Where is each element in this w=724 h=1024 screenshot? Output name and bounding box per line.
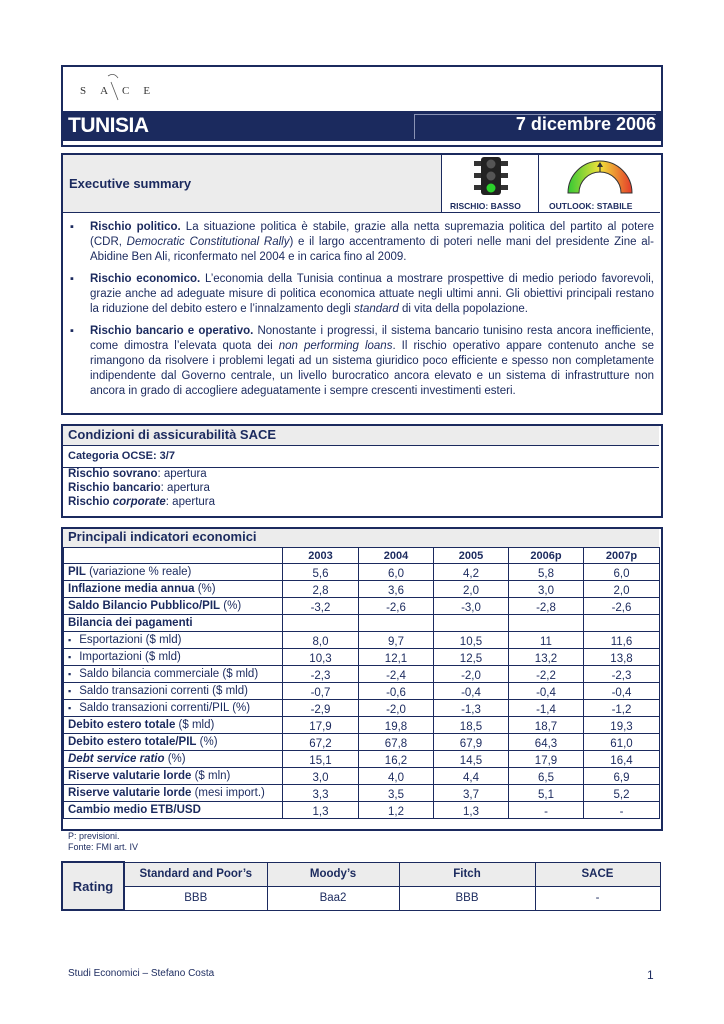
executive-summary-bullets [68,220,654,406]
banking-risk-line [68,482,210,494]
bullet-text-italic: Democratic Constitutional Rally [126,236,290,248]
value-cell: 5,8 [509,564,584,581]
value-cell: 4,2 [434,564,509,581]
value-cell: 12,1 [359,649,434,666]
value-cell: 4,0 [359,768,434,785]
value-cell: 2,0 [584,581,660,598]
value-cell: 9,7 [359,632,434,649]
value-cell: 1,3 [283,802,359,819]
value-cell: 14,5 [434,751,509,768]
table-row [64,768,660,785]
value-cell: 10,3 [283,649,359,666]
value-cell: -2,8 [509,598,584,615]
table-row [64,564,660,581]
year-header: 2005 [434,548,509,564]
value-cell: 18,5 [434,717,509,734]
value-cell: 18,7 [509,717,584,734]
value-cell: 4,4 [434,768,509,785]
country-title: TUNISIA [68,114,149,137]
bullet-text: Nonostante i progressi, il sistema bancario tunisino resta ancora inefficiente, come dimostra l’elevata quota dei [90,325,654,352]
value-cell [434,615,509,632]
rating-label: Rating [62,862,124,910]
row-label [64,802,283,819]
value-cell: 67,9 [434,734,509,751]
value-cell: 64,3 [509,734,584,751]
bullet-square-icon: ▪ [68,652,72,662]
row-label-text: Esportazioni ($ mld) [79,634,182,646]
value-cell: 1,2 [359,802,434,819]
risk-cell [441,155,539,213]
value-cell: 13,8 [584,649,660,666]
bullet-lead: Rischio bancario e operativo. [90,325,254,337]
value-cell: 61,0 [584,734,660,751]
banking-risk-value: : apertura [160,482,210,494]
report-date: 7 dicembre 2006 [515,114,656,134]
row-label-bold: Inflazione media annua [68,583,195,595]
value-cell: 5,2 [584,785,660,802]
value-cell: -2,4 [359,666,434,683]
page-number: 1 [647,968,654,982]
row-label [64,598,283,615]
bullet-text: di vita della popolazione. [398,303,528,315]
year-header: 2004 [359,548,434,564]
year-header: 2006p [509,548,584,564]
value-cell: -0,6 [359,683,434,700]
value-cell: 10,5 [434,632,509,649]
row-label-unit: (%) [194,583,216,595]
value-cell: -0,4 [584,683,660,700]
insurability-title: Condizioni di assicurabilità SACE [68,427,277,442]
value-cell: - [584,802,660,819]
value-cell: 2,8 [283,581,359,598]
rating-agency-sace: SACE [535,862,660,886]
value-cell: 6,0 [584,564,660,581]
svg-text:SACE: SACE [80,85,165,97]
table-row [64,666,660,683]
value-cell [509,615,584,632]
row-label-bold: Riserve valutarie lorde [68,787,192,799]
value-cell: 17,9 [509,751,584,768]
table-row [64,632,660,649]
value-cell: 12,5 [434,649,509,666]
row-label-bold: Debito estero totale [68,719,176,731]
bullet-economic-risk [68,272,654,317]
row-label [64,683,283,700]
value-cell: 2,0 [434,581,509,598]
bullet-banking-risk [68,324,654,399]
row-label-text: Importazioni ($ mld) [79,651,181,663]
rating-table [61,861,661,911]
bullet-square-icon: ▪ [68,635,72,645]
bullet-text: ) e il largo accentramento di poteri nelle mani del presidente Zine al-Abidine Ben Ali, riconfermato nel 2004 e in carica fino al 2009. [90,236,654,263]
value-cell [359,615,434,632]
value-cell: 16,4 [584,751,660,768]
bullet-lead: Rischio economico. [90,273,201,285]
value-cell: -1,4 [509,700,584,717]
value-cell: 5,1 [509,785,584,802]
value-cell: 6,5 [509,768,584,785]
row-label-bold: Bilancia dei pagamenti [68,617,193,629]
row-label [64,581,283,598]
executive-summary-title: Executive summary [69,176,192,191]
value-cell: 3,0 [509,581,584,598]
row-label-unit: (variazione % reale) [85,566,192,578]
table-row [64,598,660,615]
table-header-row [64,548,660,564]
bullet-text-italic: standard [354,303,399,315]
value-cell: 11,6 [584,632,660,649]
outlook-caption: OUTLOOK: STABILE [549,201,633,211]
corporate-risk-value: : apertura [165,496,216,508]
row-label [64,632,283,649]
row-label-bold: Debito estero totale/PIL [68,736,197,748]
value-cell: 16,2 [359,751,434,768]
row-label [64,751,283,768]
gauge-icon [565,159,635,195]
note-forecast: P: previsioni. [68,831,120,841]
table-row [64,734,660,751]
row-label [64,649,283,666]
row-label-text: Saldo bilancia commerciale ($ mld) [79,668,259,680]
row-label-unit: ($ mld) [175,719,215,731]
value-cell: 3,7 [434,785,509,802]
value-cell: 17,9 [283,717,359,734]
value-cell: - [509,802,584,819]
value-cell: -1,2 [584,700,660,717]
value-cell: -0,4 [434,683,509,700]
rating-value-moodys: Baa2 [267,886,399,910]
table-row [64,649,660,666]
value-cell: -2,0 [434,666,509,683]
bullet-text-italic: non performing loans [278,340,393,352]
table-row [64,802,660,819]
row-label [64,564,283,581]
row-label-bold: Cambio medio ETB/USD [68,804,201,816]
outlook-cell [538,155,660,213]
value-cell: 8,0 [283,632,359,649]
row-label [64,666,283,683]
bullet-political-risk [68,220,654,265]
table-row [64,615,660,632]
bullet-text: La situazione politica è stabile, grazie alla netta supremazia politica del partito al potere (CDR, [90,221,654,248]
table-row [64,581,660,598]
value-cell: 3,0 [283,768,359,785]
value-cell: -2,9 [283,700,359,717]
value-cell: 3,6 [359,581,434,598]
value-cell: -2,2 [509,666,584,683]
row-label-unit: (%) [164,753,186,765]
sovereign-risk-value: : apertura [157,468,207,480]
bullet-text: L’economia della Tunisia continua a mostrare prospettive di medio periodo favorevoli, grazie anche ad adeguate misure di politica economica attuate negli ultimi anni. Gli obiettivi principali restano la riduzione del debito estero e l’innalzamento degli [90,273,654,315]
value-cell: 3,3 [283,785,359,802]
value-cell [584,615,660,632]
row-label-bold: PIL [68,566,86,578]
rating-value-sp: BBB [124,886,267,910]
value-cell: 11 [509,632,584,649]
table-row [64,683,660,700]
value-cell: -3,0 [434,598,509,615]
sovereign-risk-label: Rischio sovrano [68,468,158,480]
sace-logo [78,72,165,108]
rating-value-sace: - [535,886,660,910]
row-label-bold: Riserve valutarie lorde [68,770,192,782]
footer-author: Studi Economici – Stefano Costa [68,968,215,979]
value-cell: -2,0 [359,700,434,717]
value-cell: -2,6 [359,598,434,615]
value-cell: 3,5 [359,785,434,802]
risk-caption: RISCHIO: BASSO [450,201,521,211]
corporate-risk-line [68,496,215,508]
corporate-risk-label: Rischio [68,496,113,508]
value-cell: 19,3 [584,717,660,734]
value-cell: 6,0 [359,564,434,581]
row-label-unit: (%) [196,736,218,748]
value-cell: -0,4 [509,683,584,700]
value-cell: 6,9 [584,768,660,785]
bullet-lead: Rischio politico. [90,221,181,233]
value-cell [283,615,359,632]
sovereign-risk-line [68,468,207,480]
table-row [64,751,660,768]
table-row [64,700,660,717]
value-cell: 67,2 [283,734,359,751]
row-label-text: Saldo transazioni correnti ($ mld) [79,685,248,697]
value-cell: 1,3 [434,802,509,819]
row-label [64,717,283,734]
value-cell: -2,3 [283,666,359,683]
note-source: Fonte: FMI art. IV [68,842,139,852]
row-label-text: Saldo transazioni correnti/PIL (%) [79,702,251,714]
year-header: 2003 [283,548,359,564]
value-cell: 15,1 [283,751,359,768]
bullet-square-icon: ▪ [68,703,72,713]
corporate-risk-label-italic: corporate [112,496,166,508]
value-cell: -1,3 [434,700,509,717]
row-label-bold: Debt service ratio [68,753,165,765]
row-label [64,768,283,785]
indicators-table [63,547,660,819]
row-label [64,615,283,632]
indicators-title: Principali indicatori economici [68,529,257,544]
row-label-unit: (%) [220,600,242,612]
row-label [64,785,283,802]
banking-risk-label: Rischio bancario [68,482,161,494]
header-blank [64,548,283,564]
value-cell: 67,8 [359,734,434,751]
rating-agency-fitch: Fitch [399,862,535,886]
rating-agency-moodys: Moody’s [267,862,399,886]
value-cell: 13,2 [509,649,584,666]
row-label-bold: Saldo Bilancio Pubblico/PIL [68,600,221,612]
value-cell: -3,2 [283,598,359,615]
row-label-unit: ($ mln) [191,770,231,782]
traffic-light-icon [472,156,510,196]
rating-value-fitch: BBB [399,886,535,910]
bullet-text: . Il rischio operativo appare contenuto anche se rimangono da risolvere i problemi legati ad un sistema giuridico poco efficiente e spesso non completamente indipendente dal Governo centrale, un livello burocratico ancora elevato e un sistema di infrastrutture non ancora in grado di accogliere adeguatamente i sempre crescenti investimenti esteri. [90,340,654,397]
row-label [64,734,283,751]
value-cell: -2,3 [584,666,660,683]
value-cell: 19,8 [359,717,434,734]
table-row [64,717,660,734]
year-header: 2007p [584,548,660,564]
value-cell: -0,7 [283,683,359,700]
oecd-category: Categoria OCSE: 3/7 [68,450,175,462]
value-cell: 5,6 [283,564,359,581]
bullet-square-icon: ▪ [68,686,72,696]
value-cell: -2,6 [584,598,660,615]
table-row [64,785,660,802]
bullet-square-icon: ▪ [68,669,72,679]
row-label [64,700,283,717]
table-notes [68,831,138,853]
rating-agency-sp: Standard and Poor’s [124,862,267,886]
row-label-unit: (mesi import.) [191,787,265,799]
